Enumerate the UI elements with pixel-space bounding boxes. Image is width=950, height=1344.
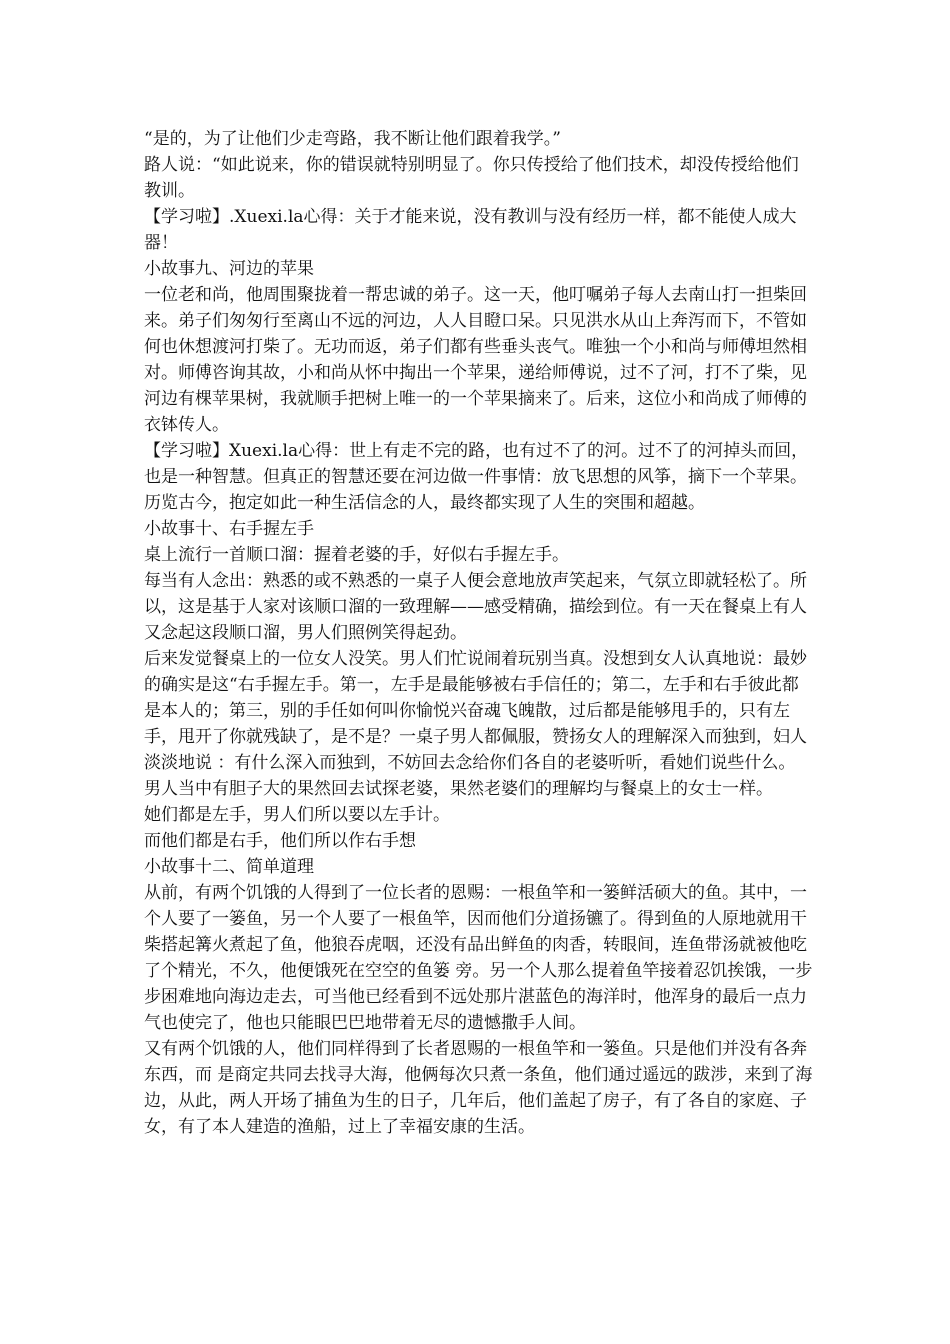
paragraph-quote: “是的，为了让他们少走弯路，我不断让他们跟着我学。” bbox=[144, 129, 561, 149]
paragraph-passerby: 路人说：“如此说来，你的错误就特别明显了。你只传授给了他们技术，却没传授给他们教训。 bbox=[144, 155, 799, 201]
document-page bbox=[144, 126, 814, 1140]
story-10-title: 小故事十、右手握左手 bbox=[144, 519, 314, 539]
story-12-title: 小故事十二、简单道理 bbox=[144, 857, 314, 877]
story-9-body: 一位老和尚，他周围聚拢着一帮忠诚的弟子。这一天，他叮嘱弟子每人去南山打一担柴回来。弟子们匆匆行至离山不远的河边，人人目瞪口呆。只见洪水从山上奔泻而下，不管如何也休想渡河打柴了。无功而返，弟子们都有些垂头丧气。唯独一个小和尚与师傅坦然相对。师傅咨询其故，小和尚从怀中掏出一个苹果，递给师傅说，过不了河，打不了柴，见河边有棵苹果树，我就顺手把树上唯一的一个苹果摘来了。后来，这位小和尚成了师傅的衣钵传人。 bbox=[144, 285, 807, 435]
story-12-body-1: 从前，有两个饥饿的人得到了一位长者的恩赐：一根鱼竿和一篓鲜活硕大的鱼。其中，一个人要了一篓鱼，另一个人要了一根鱼竿，因而他们分道扬镳了。得到鱼的人原地就用干柴搭起篝火煮起了鱼，他狼吞虎咽，还没有品出鲜鱼的肉香，转眼间，连鱼带汤就被他吃了个精光，不久，他便饿死在空空的鱼篓 旁。另一个人那么提着鱼竿接着忍饥挨饿，一步步困难地向海边走去，可当他已经看到不远处那片湛蓝色的海洋时，他浑身的最后一点力气也使完了，他也只能眼巴巴地带着无尽的遗憾撒手人间。 bbox=[144, 883, 813, 1033]
story-10-body-1: 桌上流行一首顺口溜：握着老婆的手，好似右手握左手。 bbox=[144, 545, 569, 565]
story-10-body-6: 而他们都是右手，他们所以作右手想 bbox=[144, 831, 416, 851]
story-10-body-5: 她们都是左手，男人们所以要以左手计。 bbox=[144, 805, 450, 825]
story-10-body-4: 男人当中有胆子大的果然回去试探老婆，果然老婆们的理解均与餐桌上的女士一样。 bbox=[144, 779, 773, 799]
story-10-body-3: 后来发觉餐桌上的一位女人没笑。男人们忙说闹着玩别当真。没想到女人认真地说：最妙的确实是这“右手握左手。第一，左手是最能够被右手信任的；第二，左手和右手彼此都是本人的；第三，别的手任如何叫你愉悦兴奋魂飞魄散，过后都是能够甩手的，只有左手，甩开了你就残缺了，是不是？一桌子男人都佩服，赞扬女人的理解深入而独到，妇人淡淡地说 ：有什么深入而独到，不妨回去念给你们各自的老婆听听，看她们说些什么。 bbox=[144, 649, 807, 773]
story-10-body-2: 每当有人念出：熟悉的或不熟悉的一桌子人便会意地放声笑起来，气氛立即就轻松了。所以，这是基于人家对该顺口溜的一致理解——感受精确，描绘到位。有一天在餐桌上有人又念起这段顺口溜，男人们照例笑得起劲。 bbox=[144, 571, 807, 643]
story-9-title: 小故事九、河边的苹果 bbox=[144, 259, 314, 279]
paragraph-lesson-8: 【学习啦】.Xuexi.la心得：关于才能来说，没有教训与没有经历一样，都不能使人成大器！ bbox=[144, 207, 797, 253]
story-9-lesson: 【学习啦】Xuexi.la心得：世上有走不完的路，也有过不了的河。过不了的河掉头而回，也是一种智慧。但真正的智慧还要在河边做一件事情：放飞思想的风筝，摘下一个苹果。历览古今，抱定如此一种生活信念的人，最终都实现了人生的突围和超越。 bbox=[144, 441, 809, 513]
story-12-body-2: 又有两个饥饿的人，他们同样得到了长者恩赐的一根鱼竿和一篓鱼。只是他们并没有各奔东西，而 是商定共同去找寻大海，他俩每次只煮一条鱼，他们通过遥远的跋涉，来到了海边，从此，两人开场了捕鱼为生的日子，几年后，他们盖起了房子，有了各自的家庭、子女，有了本人建造的渔船，过上了幸福安康的生活。 bbox=[144, 1039, 813, 1137]
